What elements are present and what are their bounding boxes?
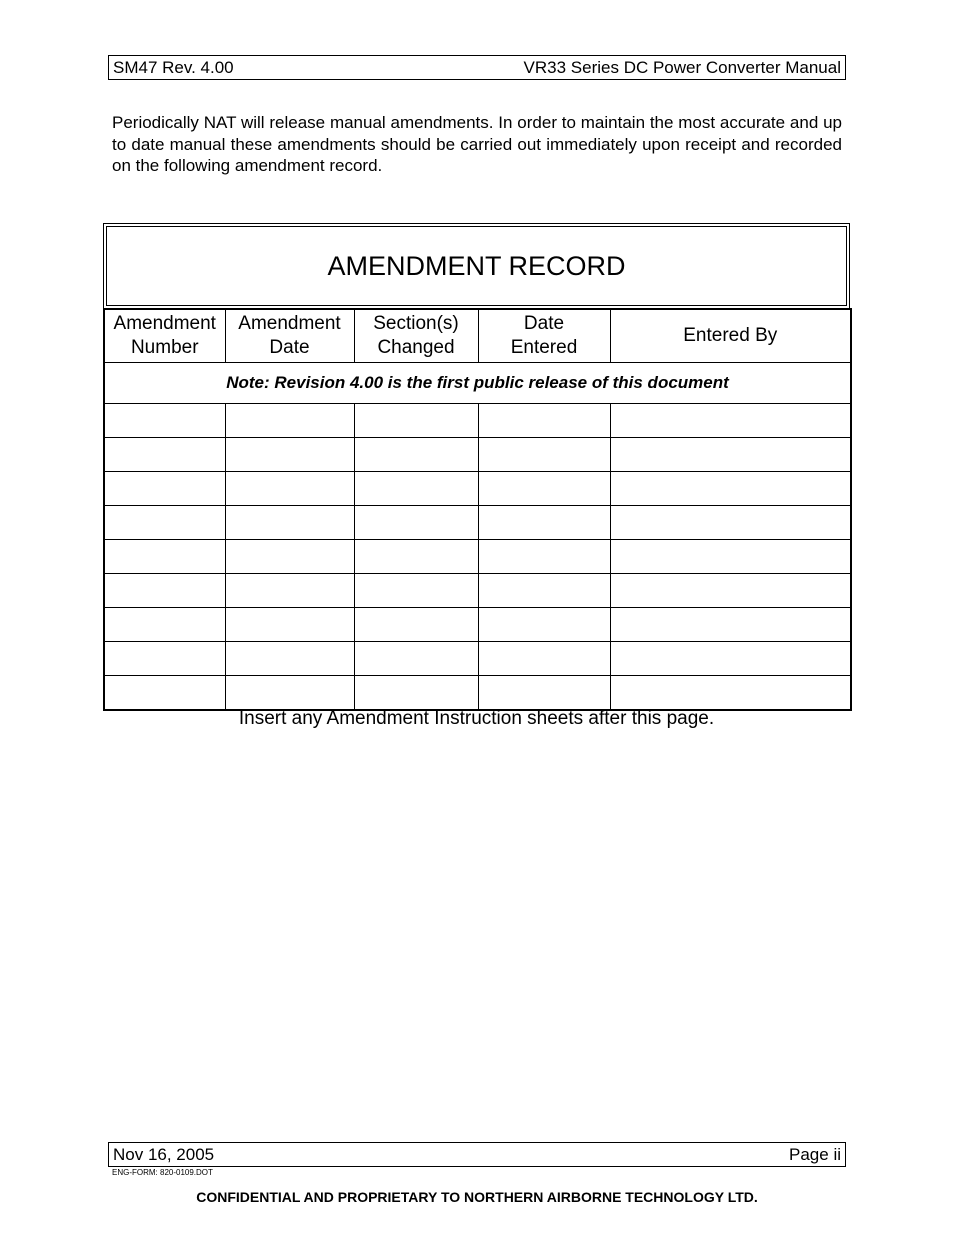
table-cell[interactable]	[104, 642, 225, 676]
column-header-amendment-date: Amendment Date	[225, 309, 354, 363]
table-cell[interactable]	[354, 574, 478, 608]
page-footer	[108, 1142, 846, 1167]
table-cell[interactable]	[354, 676, 478, 711]
table-cell[interactable]	[610, 608, 851, 642]
revision-note: Note: Revision 4.00 is the first public release of this document	[104, 363, 851, 404]
table-cell[interactable]	[354, 540, 478, 574]
footer-date: Nov 16, 2005	[113, 1144, 215, 1164]
confidential-notice: CONFIDENTIAL AND PROPRIETARY TO NORTHERN AIRBORNE TECHNOLOGY LTD.	[196, 1189, 758, 1205]
table-cell[interactable]	[354, 608, 478, 642]
insert-instruction: Insert any Amendment Instruction sheets after this page.	[238, 708, 715, 729]
table-row	[104, 472, 851, 506]
table-cell[interactable]	[225, 506, 354, 540]
table-cell[interactable]	[478, 506, 610, 540]
document-title: VR33 Series DC Power Converter Manual	[523, 57, 841, 77]
table-cell[interactable]	[610, 642, 851, 676]
table-cell[interactable]	[478, 404, 610, 438]
column-header-entered-by: Entered By	[610, 309, 851, 363]
amendment-record	[103, 223, 850, 711]
table-cell[interactable]	[104, 506, 225, 540]
table-row	[104, 506, 851, 540]
table-cell[interactable]	[354, 404, 478, 438]
table-cell[interactable]	[354, 438, 478, 472]
table-row	[104, 438, 851, 472]
table-cell[interactable]	[610, 540, 851, 574]
table-cell[interactable]	[478, 608, 610, 642]
table-row	[104, 642, 851, 676]
table-cell[interactable]	[478, 574, 610, 608]
table-cell[interactable]	[225, 574, 354, 608]
record-title: AMENDMENT RECORD	[106, 226, 847, 306]
table-row	[104, 404, 851, 438]
table-row	[104, 608, 851, 642]
table-cell[interactable]	[104, 472, 225, 506]
table-cell[interactable]	[478, 438, 610, 472]
amendment-table	[103, 308, 852, 711]
record-title-box	[103, 223, 850, 309]
table-cell[interactable]	[478, 676, 610, 711]
table-cell[interactable]	[225, 608, 354, 642]
table-cell[interactable]	[225, 404, 354, 438]
table-row	[104, 676, 851, 711]
table-cell[interactable]	[104, 574, 225, 608]
table-cell[interactable]	[610, 404, 851, 438]
table-cell[interactable]	[354, 506, 478, 540]
note-row	[104, 363, 851, 404]
page-header	[108, 55, 846, 80]
table-cell[interactable]	[225, 540, 354, 574]
table-cell[interactable]	[104, 676, 225, 711]
column-header-amendment-number: Amendment Number	[104, 309, 225, 363]
table-cell[interactable]	[225, 438, 354, 472]
table-cell[interactable]	[225, 472, 354, 506]
document-code: SM47 Rev. 4.00	[113, 57, 234, 77]
form-id: ENG-FORM: 820-0109.DOT	[112, 1168, 213, 1177]
table-cell[interactable]	[610, 506, 851, 540]
table-cell[interactable]	[104, 540, 225, 574]
table-row	[104, 574, 851, 608]
table-cell[interactable]	[610, 472, 851, 506]
table-cell[interactable]	[104, 608, 225, 642]
page-number: Page ii	[789, 1144, 841, 1164]
table-cell[interactable]	[478, 642, 610, 676]
table-cell[interactable]	[610, 438, 851, 472]
column-header-sections-changed: Section(s) Changed	[354, 309, 478, 363]
table-cell[interactable]	[354, 472, 478, 506]
table-cell[interactable]	[610, 676, 851, 711]
table-cell[interactable]	[104, 404, 225, 438]
intro-paragraph: Periodically NAT will release manual amendments. In order to maintain the most accurate and up to date manual these amendments should be carried out immediately upon receipt and recorded on the following amendment record.	[112, 113, 842, 175]
column-header-date-entered: Date Entered	[478, 309, 610, 363]
table-cell[interactable]	[225, 642, 354, 676]
table-header-row	[104, 309, 851, 363]
table-row	[104, 540, 851, 574]
table-cell[interactable]	[104, 438, 225, 472]
table-cell[interactable]	[478, 472, 610, 506]
table-cell[interactable]	[478, 540, 610, 574]
table-cell[interactable]	[610, 574, 851, 608]
table-cell[interactable]	[354, 642, 478, 676]
table-cell[interactable]	[225, 676, 354, 711]
